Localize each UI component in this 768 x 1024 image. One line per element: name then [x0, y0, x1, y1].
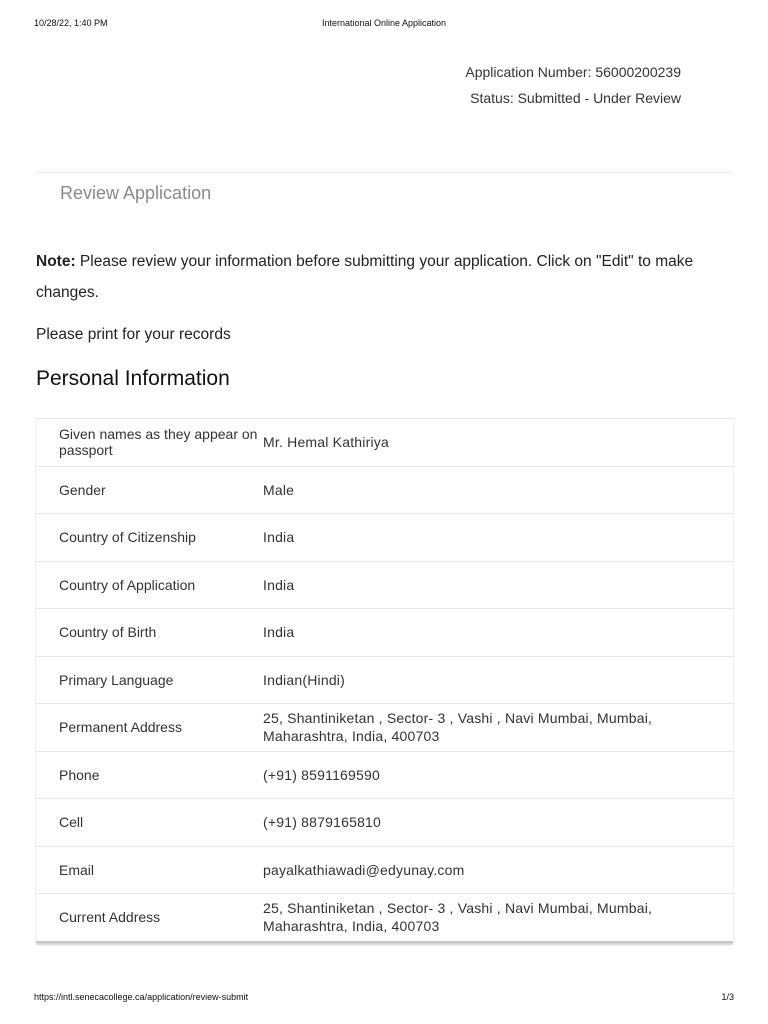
info-label: Email	[59, 861, 95, 878]
review-note	[36, 246, 726, 308]
info-label: Permanent Address	[59, 719, 182, 736]
info-value: (+91) 8879165810	[263, 814, 382, 831]
info-value: India	[263, 624, 295, 641]
info-label: Cell	[59, 814, 84, 831]
info-label: Current Address	[59, 909, 161, 926]
info-row-country-of-birth	[36, 609, 733, 657]
info-value: 25, Shantiniketan , Sector- 3 , Vashi , Navi Mumbai, Mumbai, Maharashtra, India, 400703	[263, 900, 653, 935]
info-value: India	[263, 529, 295, 546]
info-row-current-address	[36, 894, 733, 943]
info-value: 25, Shantiniketan , Sector- 3 , Vashi , Navi Mumbai, Mumbai, Maharashtra, India, 400703	[263, 710, 653, 745]
info-label: Gender	[59, 481, 106, 498]
info-label: Phone	[59, 766, 100, 783]
info-row-country-of-application	[36, 562, 733, 610]
info-value: Indian(Hindi)	[263, 671, 345, 688]
print-records-note: Please print for your records	[36, 326, 231, 343]
note-label: Note:	[36, 253, 76, 270]
info-row-primary-language	[36, 657, 733, 705]
info-value: (+91) 8591169590	[263, 766, 380, 783]
divider	[36, 172, 732, 173]
info-value: Mr. Hemal Kathiriya	[263, 434, 389, 451]
personal-information-table	[36, 418, 733, 943]
info-value: Male	[263, 481, 295, 498]
info-row-cell	[36, 799, 733, 847]
info-label: Country of Application	[59, 576, 196, 593]
info-row-permanent-address	[36, 704, 733, 752]
application-number: Application Number: 56000200239	[465, 64, 681, 80]
info-label: Given names as they appear on passport	[59, 426, 258, 459]
application-meta	[465, 59, 681, 111]
page-url: https://intl.senecacollege.ca/application/review-submit	[34, 992, 249, 1002]
personal-information-heading: Personal Information	[36, 367, 230, 390]
info-row-given-names	[36, 419, 733, 467]
info-row-gender	[36, 467, 733, 515]
page-number: 1/3	[721, 992, 734, 1002]
info-value: payalkathiawadi@edyunay.com	[263, 861, 465, 878]
info-label: Primary Language	[59, 671, 174, 688]
info-label: Country of Citizenship	[59, 529, 196, 546]
info-row-country-of-citizenship	[36, 514, 733, 562]
info-value: India	[263, 576, 295, 593]
note-text: Please review your information before submitting your application. Click on "Edit" to make changes.	[36, 253, 694, 301]
review-application-heading: Review Application	[60, 183, 212, 203]
print-page-title: International Online Application	[321, 18, 447, 28]
application-status: Status: Submitted - Under Review	[470, 90, 681, 106]
info-row-phone	[36, 752, 733, 800]
info-row-email	[36, 847, 733, 895]
print-datetime: 10/28/22, 1:40 PM	[34, 18, 108, 28]
info-label: Country of Birth	[59, 624, 157, 641]
